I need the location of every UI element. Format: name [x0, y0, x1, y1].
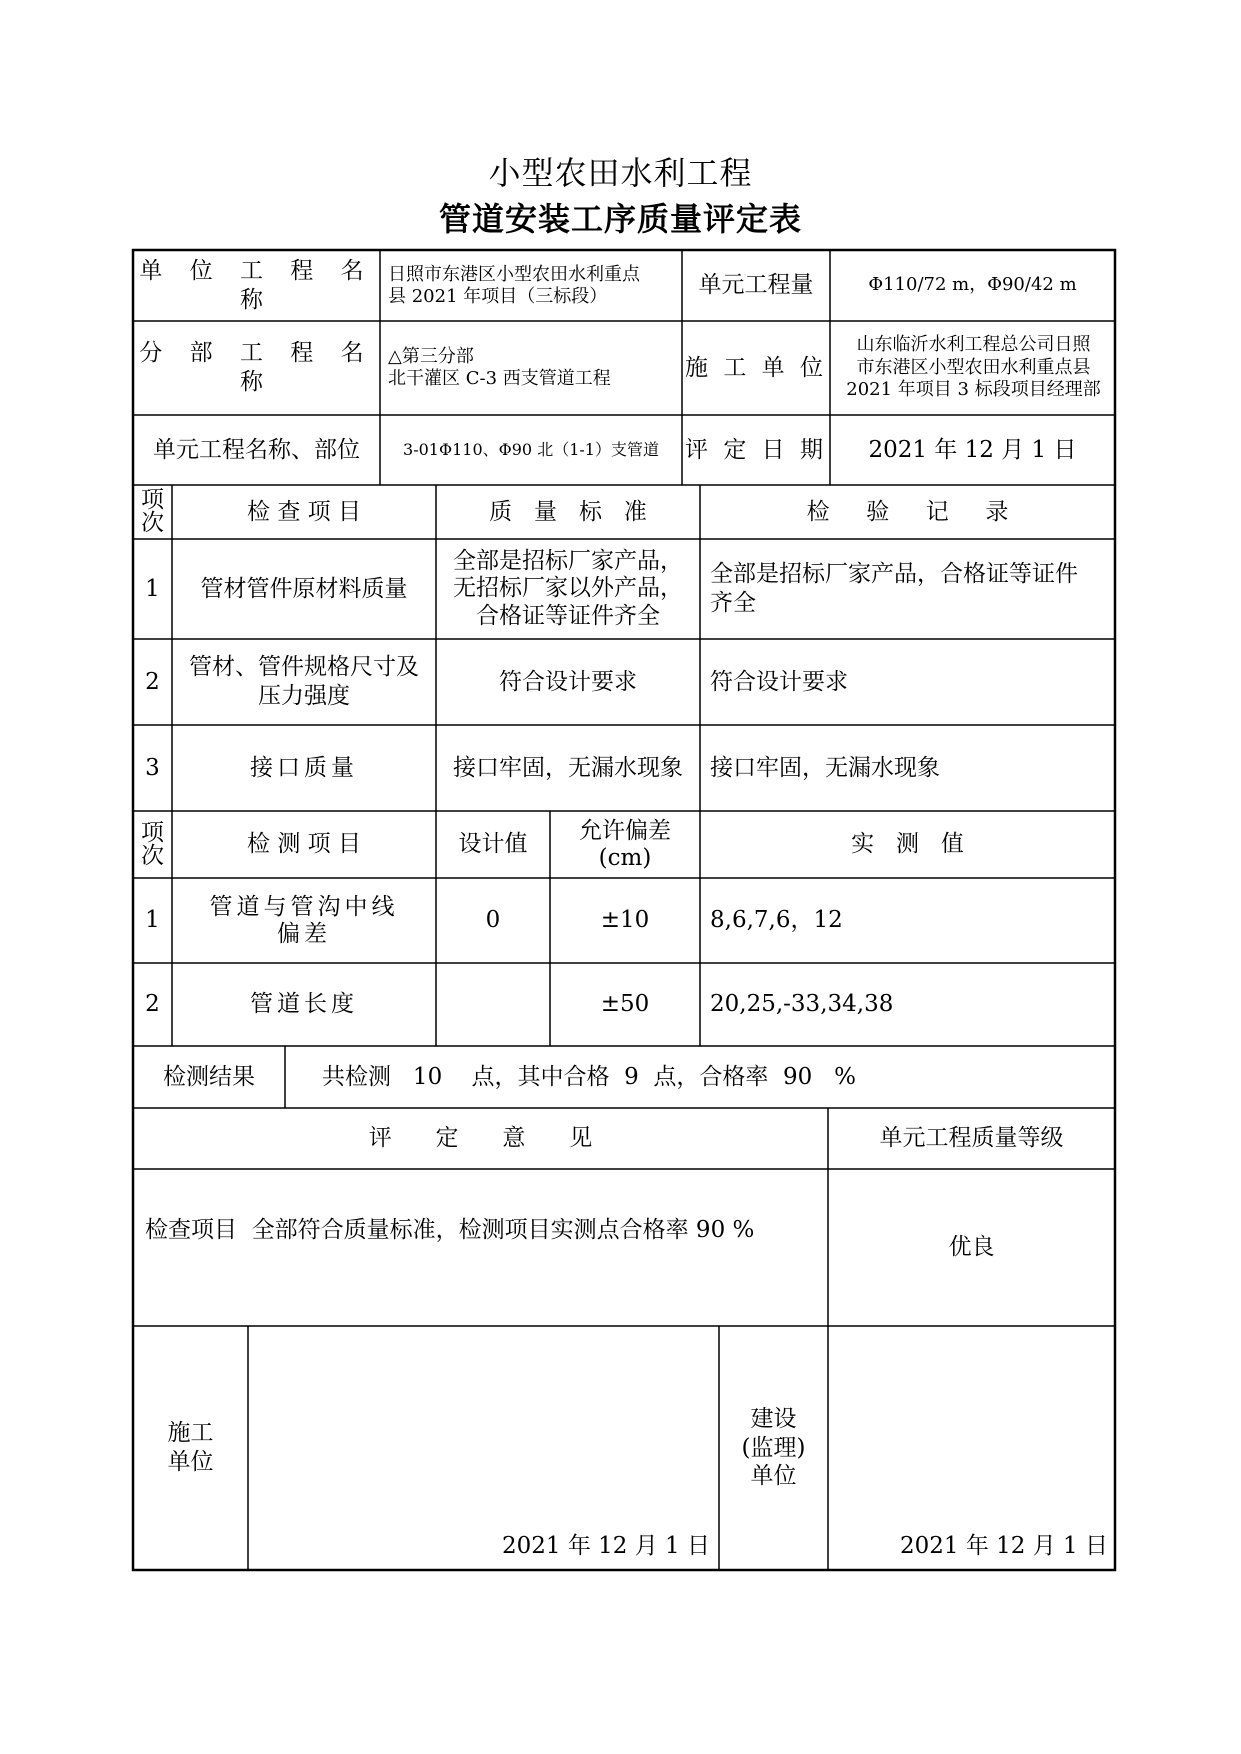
supervisor-sign-date: 2021 年 12 月 1 日 — [900, 1532, 1108, 1559]
form-title-line1: 小型农田水利工程 — [488, 154, 753, 192]
contractor-value-line2: 市东港区小型农田水利重点县 — [856, 356, 1091, 378]
inspection-row-standard: 符合设计要求 — [499, 668, 637, 695]
sub-project-value — [388, 328, 680, 408]
inspection-row-record-line1: 全部是招标厂家产品，合格证等证件 — [710, 561, 1078, 588]
unit-project-value — [388, 256, 680, 316]
measurement-tolerance-header — [550, 811, 700, 878]
measurement-row-index: 2 — [145, 991, 160, 1018]
supervisor-sign-label-line2: (监理) — [741, 1434, 806, 1461]
inspection-row-standard-line2: 无招标厂家以外产品， — [453, 575, 683, 602]
contractor-value — [832, 321, 1115, 415]
inspection-index-header-line1: 项 — [141, 487, 164, 513]
measurement-row-tolerance: ±50 — [600, 991, 650, 1018]
result-label: 检测结果 — [163, 1063, 255, 1090]
inspection-row-record-line2: 齐全 — [710, 590, 756, 616]
measurement-row-item: 管道长度 — [250, 991, 358, 1018]
date-value: 2021 年 12 月 1 日 — [868, 436, 1077, 463]
inspection-record-header: 检 验 记 录 — [806, 498, 1009, 525]
inspection-index-header-line2: 次 — [141, 510, 164, 536]
sub-project-value-line1: △第三分部 — [388, 345, 474, 367]
measurement-index-header — [133, 811, 172, 878]
measurement-tolerance-header-line1: 允许偏差 — [579, 818, 671, 845]
sub-project-label: 分 部 工 程 名 称 — [139, 340, 374, 395]
contractor-sign-label-line1: 施工 — [167, 1420, 214, 1447]
measurement-index-header-line2: 次 — [141, 842, 164, 869]
form-title-line2: 管道安装工序质量评定表 — [438, 200, 802, 238]
measurement-row-design: 0 — [485, 907, 501, 934]
measurement-row-measured: 8,6,7,6，12 — [710, 907, 843, 934]
measurement-row-tolerance: ±10 — [600, 907, 650, 934]
result-text: 共检测 10 点，其中合格 9 点，合格率 90 % — [322, 1063, 856, 1090]
measurement-index-header-line1: 项 — [141, 819, 164, 846]
inspection-row-standard-line1: 全部是招标厂家产品， — [453, 547, 683, 574]
contractor-sign-label-line2: 单位 — [167, 1449, 214, 1475]
contractor-label: 施 工 单 位 — [685, 354, 827, 381]
evaluation-grade-header: 单元工程质量等级 — [879, 1125, 1064, 1152]
evaluation-opinion-text: 检查项目 全部符合质量标准，检测项目实测点合格率 90 % — [145, 1216, 755, 1243]
inspection-row-item-line1: 管材、管件规格尺寸及 — [189, 654, 419, 681]
measurement-item-header: 检 测 项 目 — [247, 831, 361, 858]
measurement-measured-header: 实 测 值 — [851, 831, 964, 858]
inspection-row-item-line2: 压力强度 — [258, 683, 350, 709]
element-label: 单元工程名称、部位 — [153, 436, 360, 463]
inspection-standard-header: 质 量 标 准 — [489, 498, 647, 525]
inspection-row-index: 2 — [145, 668, 160, 695]
measurement-row-index: 1 — [145, 907, 160, 934]
measurement-row-design — [436, 963, 550, 1046]
inspection-row-record — [710, 539, 1110, 639]
measurement-tolerance-header-line2: (cm) — [598, 844, 652, 871]
unit-quantity-value: Φ110/72 m，Φ90/42 m — [868, 274, 1077, 296]
supervisor-sign-label-line3: 单位 — [750, 1463, 797, 1490]
measurement-design-header: 设计值 — [458, 831, 528, 858]
supervisor-sign-label-line1: 建设 — [750, 1405, 797, 1432]
evaluation-grade-value: 优良 — [948, 1234, 995, 1261]
inspection-row-index: 3 — [145, 754, 160, 781]
supervisor-sign-label — [719, 1326, 828, 1570]
inspection-row-item — [172, 639, 436, 725]
unit-project-value-line1: 日照市东港区小型农田水利重点 — [388, 263, 640, 285]
inspection-row-standard-line3: 合格证等证件齐全 — [476, 602, 660, 629]
unit-quantity-label: 单元工程量 — [698, 272, 814, 299]
unit-project-label: 单 位 工 程 名 称 — [139, 257, 374, 313]
inspection-row-index: 1 — [145, 575, 160, 602]
inspection-row-record: 接口牢固，无漏水现象 — [710, 754, 940, 781]
inspection-row-record: 符合设计要求 — [710, 668, 848, 695]
measurement-row-measured: 20,25,-33,34,38 — [710, 991, 894, 1018]
sub-project-value-line2: 北干灌区 C-3 西支管道工程 — [388, 368, 611, 389]
date-label: 评 定 日 期 — [685, 436, 827, 463]
contractor-sign-label — [133, 1326, 248, 1570]
element-value: 3-01Φ110、Φ90 北（1-1）支管道 — [403, 440, 659, 459]
contractor-value-line3: 2021 年项目 3 标段项目经理部 — [846, 379, 1101, 401]
contractor-sign-date: 2021 年 12 月 1 日 — [502, 1532, 710, 1559]
measurement-row-item — [172, 878, 436, 963]
measurement-row-item-line1: 管道与管沟中线 — [209, 894, 399, 921]
inspection-item-header: 检 查 项 目 — [247, 498, 361, 525]
contractor-value-line1: 山东临沂水利工程总公司日照 — [856, 334, 1091, 356]
inspection-row-item: 接口质量 — [250, 754, 358, 781]
inspection-row-standard: 接口牢固，无漏水现象 — [453, 754, 683, 781]
evaluation-opinion-header: 评 定 意 见 — [368, 1125, 593, 1152]
inspection-row-standard — [436, 539, 700, 639]
measurement-row-item-line2: 偏差 — [277, 920, 331, 947]
inspection-index-header — [133, 485, 172, 539]
inspection-row-item: 管材管件原材料质量 — [200, 575, 408, 602]
unit-project-value-line2: 县 2021 年项目（三标段） — [388, 286, 608, 307]
